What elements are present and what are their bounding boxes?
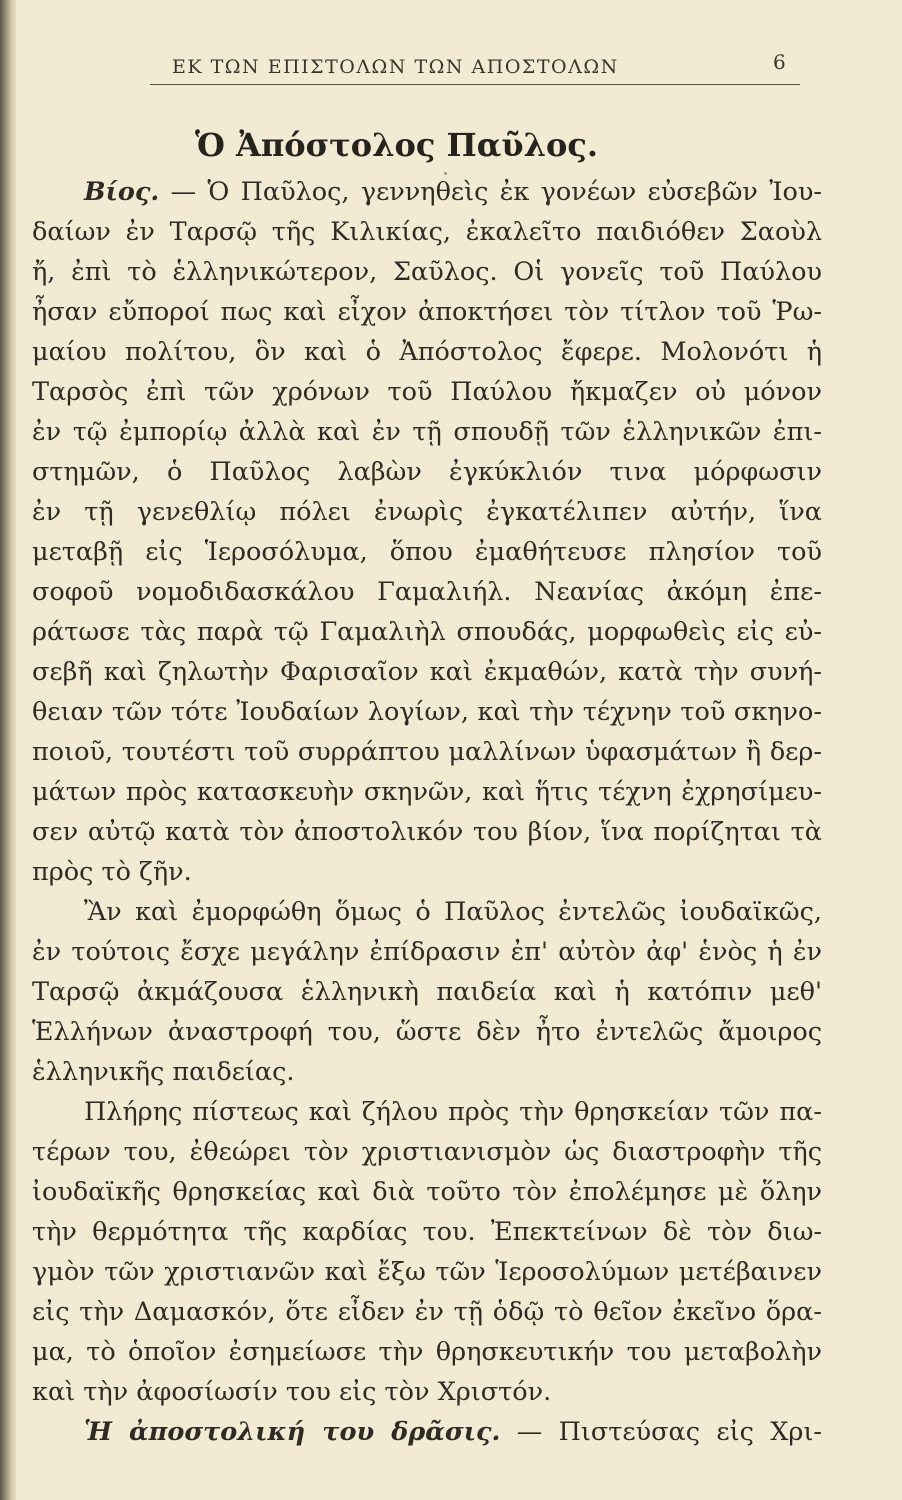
- text-line: Πλήρης πίστεως καὶ ζήλου πρὸς τὴν θρησκείαν τῶν πα-: [84, 1097, 822, 1127]
- text-line: ἦσαν εὔποροί πως καὶ εἶχον ἀποκτήσει τὸν τίτλον τοῦ Ῥω-: [32, 297, 822, 327]
- text-line: ἰουδαϊκῆς θρησκείας καὶ διὰ τοῦτο τὸν ἐπολέμησε μὲ ὅλην: [32, 1177, 822, 1207]
- text-line: τὴν θερμότητα τῆς καρδίας του. Ἐπεκτείνων δὲ τὸν διω-: [32, 1217, 822, 1247]
- text-line: μεταβῇ εἰς Ἱεροσόλυμα, ὅπου ἐμαθήτευσε πλησίον τοῦ: [32, 537, 822, 567]
- text-line: ἤ, ἐπὶ τὸ ἑλληνικώτερον, Σαῦλος. Οἱ γονεῖς τοῦ Παύλου: [32, 257, 822, 287]
- text-line: εἰς τὴν Δαμασκόν, ὅτε εἶδεν ἐν τῇ ὁδῷ τὸ θεῖον ἐκεῖνο ὅρα-: [32, 1297, 822, 1327]
- text-line: θειαν τῶν τότε Ἰουδαίων λογίων, καὶ τὴν τέχνην τοῦ σκηνο-: [32, 697, 822, 727]
- text-line: Ταρσὸς ἐπὶ τῶν χρόνων τοῦ Παύλου ἤκμαζεν οὐ μόνον: [32, 377, 822, 407]
- text-line: σεν αὐτῷ κατὰ τὸν ἀποστολικόν του βίον, ἵνα πορίζηται τὰ: [32, 817, 822, 847]
- page-number: 6: [773, 50, 786, 74]
- text-line: τέρων του, ἐθεώρει τὸν χριστιανισμὸν ὡς διαστροφὴν τῆς: [32, 1137, 822, 1167]
- text-line: καὶ τὴν ἀφοσίωσίν του εἰς τὸν Χριστόν.: [32, 1377, 552, 1407]
- text-line: ποιοῦ, τουτέστι τοῦ συρράπτου μαλλίνων ὑφασμάτων ἢ δερ-: [32, 737, 822, 767]
- text-line: μα, τὸ ὁποῖον ἐσημείωσε τὴν θρησκευτικήν του μεταβολὴν: [32, 1337, 822, 1367]
- chapter-title: Ὁ Ἀπόστολος Παῦλος.: [195, 126, 598, 164]
- text-line: ἑλληνικῆς παιδείας.: [32, 1057, 295, 1087]
- text-line: Ταρσῷ ἀκμάζουσα ἑλληνικὴ παιδεία καὶ ἡ κατόπιν μεθ': [32, 977, 822, 1007]
- text-line: ράτωσε τὰς παρὰ τῷ Γαμαλιὴλ σπουδάς, μορφωθεὶς εἰς εὐ-: [32, 617, 822, 647]
- text-line: μαίου πολίτου, ὃν καὶ ὁ Ἀπόστολος ἔφερε. Μολονότι ἡ: [32, 337, 822, 367]
- header-rule: [150, 84, 800, 85]
- text-line: μάτων πρὸς κατασκευὴν σκηνῶν, καὶ ἥτις τέχνη ἐχρησίμευ-: [32, 777, 822, 807]
- text-line: Ἑλλήνων ἀναστροφή του, ὥστε δὲν ἦτο ἐντελῶς ἄμοιρος: [32, 1017, 822, 1047]
- text-line: στημῶν, ὁ Παῦλος λαβὼν ἐγκύκλιόν τινα μόρφωσιν: [32, 457, 822, 487]
- section-heading-bios: Βίος.: [84, 177, 160, 207]
- running-title: ΕΚ ΤΩΝ ΕΠΙΣΤΟΛΩΝ ΤΩΝ ΑΠΟΣΤΟΛΩΝ: [172, 56, 619, 78]
- text-line: Ἡ ἀποστολική του δρᾶσις. — Πιστεύσας εἰς Χρι-: [84, 1417, 822, 1447]
- text-line: σεβῆ καὶ ζηλωτὴν Φαρισαῖον καὶ ἐκμαθών, κατὰ τὴν συνή-: [32, 657, 822, 687]
- section-heading-activity: Ἡ ἀποστολική του δρᾶσις.: [84, 1417, 501, 1447]
- text-line: Βίος. — Ὁ Παῦλος, γεννηθεὶς ἐκ γονέων εὐσεβῶν Ἰου-: [84, 177, 822, 207]
- text-line: ἐν τῇ γενεθλίῳ πόλει ἐνωρὶς ἐγκατέλιπεν αὐτήν, ἵνα: [32, 497, 822, 527]
- text-line: ἐν τῷ ἐμπορίῳ ἀλλὰ καὶ ἐν τῇ σπουδῇ τῶν ἑλληνικῶν ἐπι-: [32, 417, 822, 447]
- text-line: γμὸν τῶν χριστιανῶν καὶ ἔξω τῶν Ἱεροσολύμων μετέβαινεν: [32, 1257, 822, 1287]
- text-line: σοφοῦ νομοδιδασκάλου Γαμαλιήλ. Νεανίας ἀκόμη ἐπε-: [32, 577, 822, 607]
- text-line: πρὸς τὸ ζῆν.: [32, 857, 192, 887]
- text-line: ἐν τούτοις ἔσχε μεγάλην ἐπίδρασιν ἐπ' αὐτὸν ἀφ' ἑνὸς ἡ ἐν: [32, 937, 822, 967]
- text-line: δαίων ἐν Ταρσῷ τῆς Κιλικίας, ἐκαλεῖτο παιδιόθεν Σαοὺλ: [32, 217, 822, 247]
- body-text: [32, 172, 822, 1452]
- text-line: Ἂν καὶ ἐμορφώθη ὅμως ὁ Παῦλος ἐντελῶς ἰουδαϊκῶς,: [84, 897, 822, 927]
